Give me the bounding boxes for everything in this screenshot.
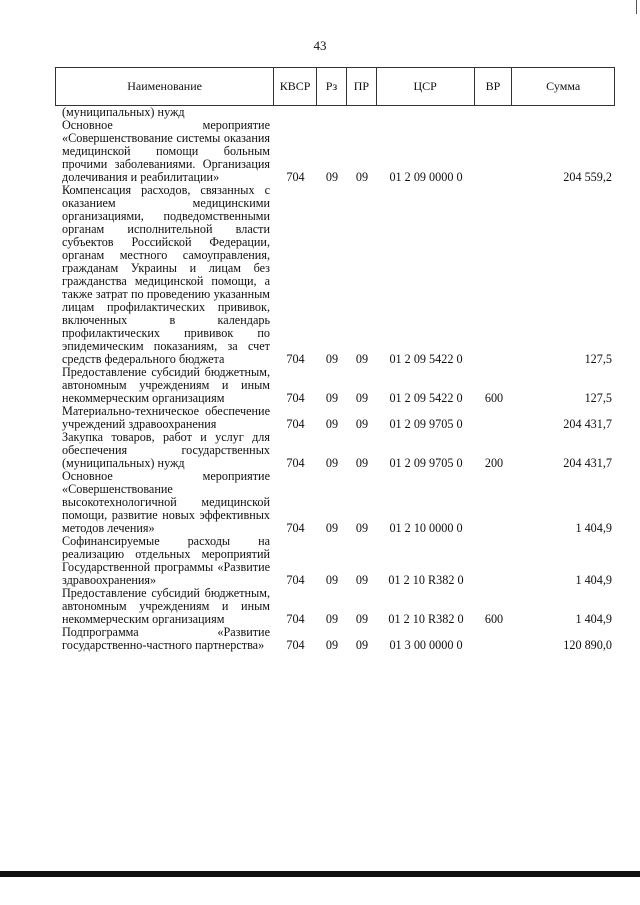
row-rz: 09: [325, 638, 339, 652]
row-sum: 204 431,7: [563, 417, 612, 431]
header-rz: Рз: [317, 68, 347, 105]
row-csr: 01 2 10 R382 0: [388, 573, 464, 587]
row-vr: 200: [484, 456, 504, 470]
header-name: Наименование: [56, 68, 274, 105]
row-kvsr: 704: [286, 352, 305, 366]
table-row: [55, 470, 615, 535]
row-vr: [475, 470, 513, 535]
row-vr: [475, 626, 513, 652]
row-csr: 01 2 09 5422 0: [389, 391, 463, 405]
row-kvsr: [274, 106, 317, 119]
row-vr: [475, 405, 513, 431]
edge-mark: [636, 0, 637, 14]
row-pr: 09: [355, 521, 369, 535]
row-rz: 09: [325, 612, 339, 626]
header-csr: ЦСР: [377, 68, 475, 105]
row-rz: 09: [325, 352, 339, 366]
row-vr: [475, 106, 513, 119]
row-csr: 01 2 09 9705 0: [389, 456, 463, 470]
row-rz: 09: [325, 170, 339, 184]
row-pr: 09: [355, 638, 369, 652]
row-sum: 127,5: [584, 352, 612, 366]
row-kvsr: 704: [286, 573, 305, 587]
row-sum: 204 431,7: [563, 456, 612, 470]
row-pr: 09: [355, 612, 369, 626]
row-sum: 120 890,0: [563, 638, 612, 652]
row-csr: 01 2 09 0000 0: [389, 170, 463, 184]
row-csr: 01 2 10 0000 0: [389, 521, 463, 535]
row-kvsr: 704: [286, 638, 305, 652]
row-sum: 127,5: [584, 391, 612, 405]
row-rz: 09: [325, 573, 339, 587]
row-pr: [347, 106, 377, 119]
row-name: Предоставление субсидий бюджетным, автономным учреждениям и иным некоммерческим организациям: [62, 586, 270, 626]
row-kvsr: 704: [286, 456, 305, 470]
row-vr: [475, 184, 513, 366]
row-pr: 09: [355, 391, 369, 405]
row-rz: [317, 106, 347, 119]
row-csr: 01 2 10 R382 0: [388, 612, 464, 626]
page-number: 43: [313, 38, 327, 53]
row-csr: 01 3 00 0000 0: [389, 638, 463, 652]
header-vr: ВР: [475, 68, 513, 105]
row-name: (муниципальных) нужд: [62, 105, 185, 119]
row-pr: 09: [355, 170, 369, 184]
row-kvsr: 704: [286, 417, 305, 431]
table-row: [55, 366, 615, 405]
row-sum: 1 404,9: [575, 573, 612, 587]
row-name: Основное мероприятие «Совершенствование системы оказания медицинской помощи больным прочими заболеваниями. Организация долечивания и реабилитации»: [62, 118, 270, 184]
scan-edge-bar: [0, 871, 640, 877]
row-vr: [475, 119, 513, 184]
row-csr: 01 2 09 5422 0: [389, 352, 463, 366]
row-csr: 01 2 09 9705 0: [389, 417, 463, 431]
row-vr: 600: [484, 391, 504, 405]
table-row: [55, 431, 615, 470]
row-sum: [513, 106, 615, 119]
table-row: [55, 626, 615, 652]
row-rz: 09: [325, 417, 339, 431]
row-pr: 09: [355, 573, 369, 587]
row-sum: 1 404,9: [575, 521, 612, 535]
row-kvsr: 704: [286, 521, 305, 535]
table-body: [55, 106, 615, 652]
row-vr: [475, 535, 513, 587]
row-rz: 09: [325, 521, 339, 535]
row-csr: [377, 106, 475, 119]
row-kvsr: 704: [286, 612, 305, 626]
row-kvsr: 704: [286, 170, 305, 184]
table-row: [55, 535, 615, 587]
table-row: [55, 184, 615, 366]
header-pr: ПР: [347, 68, 377, 105]
row-pr: 09: [355, 352, 369, 366]
row-rz: 09: [325, 391, 339, 405]
header-sum: Сумма: [546, 79, 581, 93]
row-pr: 09: [355, 417, 369, 431]
row-kvsr: 704: [286, 391, 305, 405]
row-vr: 600: [484, 612, 504, 626]
row-sum: 1 404,9: [575, 612, 612, 626]
row-name: Подпрограмма «Развитие государственно-частного партнерства»: [62, 625, 270, 652]
table-header: [55, 67, 615, 106]
table-row: [55, 405, 615, 431]
row-name: Компенсация расходов, связанных с оказанием медицинскими организациями, подведомственными органам исполнительной власти субъектов Российской Федерации, органам местного самоуправления, гражданам Украины и лицам без гражданства медицинской помощи, а также затрат по проведению указанным лицам профилактических прививок, включенных в календарь профилактических прививок по эпидемическим показаниям, за счет средств федерального бюджета: [62, 183, 270, 366]
table-row: [55, 587, 615, 626]
row-name: Предоставление субсидий бюджетным, автономным учреждениям и иным некоммерческим организациям: [62, 365, 270, 405]
budget-table: [55, 67, 615, 652]
table-row: [55, 119, 615, 184]
row-name: Основное мероприятие «Совершенствование высокотехнологичной медицинской помощи, развитие новых эффективных методов лечения»: [62, 469, 270, 535]
row-pr: 09: [355, 456, 369, 470]
row-name: Материально-техническое обеспечение учреждений здравоохранения: [62, 404, 270, 431]
row-name: Софинансируемые расходы на реализацию отдельных мероприятий Государственной программы «Развитие здравоохранения»: [62, 534, 270, 587]
row-sum: 204 559,2: [563, 170, 612, 184]
header-kvsr: КВСР: [274, 68, 317, 105]
row-rz: 09: [325, 456, 339, 470]
row-name: Закупка товаров, работ и услуг для обеспечения государственных (муниципальных) нужд: [62, 430, 270, 470]
